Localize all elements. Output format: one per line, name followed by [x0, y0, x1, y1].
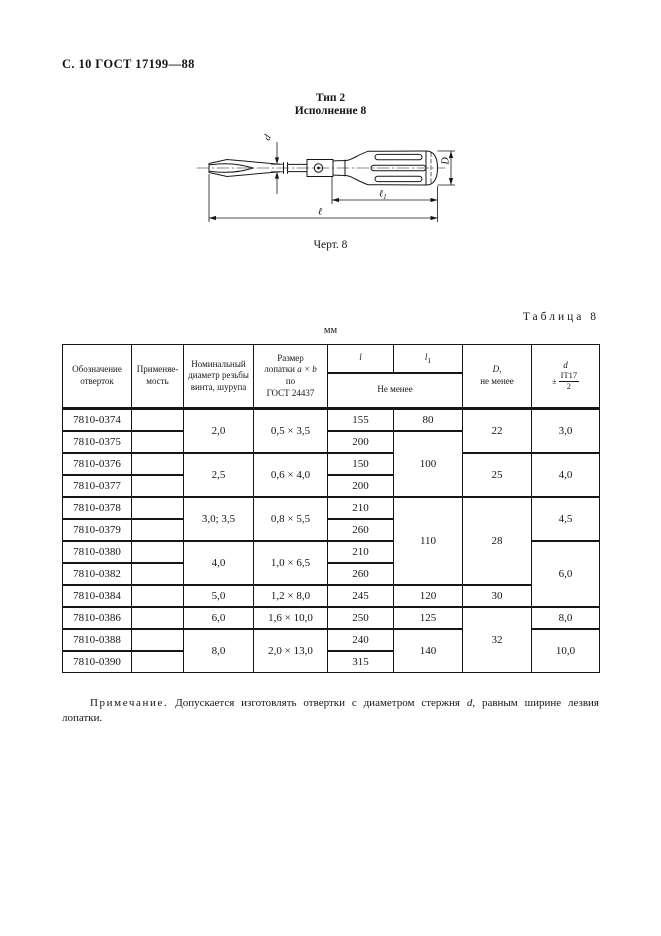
- cell-usage: [132, 629, 184, 651]
- cell-l1: 80: [394, 409, 463, 431]
- cell-d: 4,0: [532, 453, 600, 497]
- cell-usage: [132, 563, 184, 585]
- cell-diameter: 3,0; 3,5: [184, 497, 254, 541]
- cell-designation: 7810-0380: [63, 541, 132, 563]
- cell-l1: 140: [394, 629, 463, 673]
- cell-designation: 7810-0390: [63, 651, 132, 673]
- table-title: Таблица 8: [522, 311, 599, 323]
- page-header: С. 10 ГОСТ 17199—88: [62, 57, 195, 71]
- table-row: [63, 497, 600, 519]
- cell-l: 155: [328, 409, 394, 431]
- cell-l: 245: [328, 585, 394, 607]
- cell-l: 260: [328, 563, 394, 585]
- cell-usage: [132, 585, 184, 607]
- dim-label-l1: ℓ$_1$: [379, 188, 387, 201]
- cell-l1: 110: [394, 497, 463, 585]
- dim-label-D: D: [440, 157, 452, 165]
- cell-designation: 7810-0379: [63, 519, 132, 541]
- figure-type-title: [0, 92, 661, 118]
- cell-D: 28: [463, 497, 532, 585]
- dim-label-l: ℓ: [318, 206, 323, 218]
- cell-l: 200: [328, 431, 394, 453]
- cell-l: 315: [328, 651, 394, 673]
- cell-designation: 7810-0375: [63, 431, 132, 453]
- cell-designation: 7810-0382: [63, 563, 132, 585]
- table-row: [63, 409, 600, 431]
- cell-blade: 0,6 × 4,0: [254, 453, 328, 497]
- cell-l: 240: [328, 629, 394, 651]
- screwdriver-outline: [197, 151, 445, 185]
- col-header-not-less: Не менее: [328, 373, 463, 409]
- cell-l: 260: [328, 519, 394, 541]
- col-header-usage: Применяемость: [132, 345, 184, 409]
- cell-usage: [132, 497, 184, 519]
- col-header-l1: $l_1$: [394, 345, 463, 373]
- cell-l: 150: [328, 453, 394, 475]
- screwdriver-drawing: [195, 130, 465, 235]
- cell-designation: 7810-0377: [63, 475, 132, 497]
- cell-designation: 7810-0384: [63, 585, 132, 607]
- cell-usage: [132, 541, 184, 563]
- col-header-diameter: Номинальный диаметр резьбы винта, шурупа: [184, 345, 254, 409]
- units-label: мм: [323, 325, 338, 336]
- cell-d: 6,0: [532, 541, 600, 607]
- cell-designation: 7810-0374: [63, 409, 132, 431]
- footnote: Примечание. Допускается изготовлять отвертки с диаметром стержня d, равным ширине лезвия лопатки.: [62, 697, 599, 724]
- cell-l1: 125: [394, 607, 463, 629]
- col-header-d: d ± $\frac{IT17}{2}$: [532, 345, 600, 409]
- cell-l1: 100: [394, 431, 463, 497]
- cell-usage: [132, 453, 184, 475]
- cell-l1: 120: [394, 585, 463, 607]
- cell-D: 25: [463, 453, 532, 497]
- cell-usage: [132, 607, 184, 629]
- col-header-l: l: [328, 345, 394, 373]
- cell-d: 4,5: [532, 497, 600, 541]
- cell-blade: 0,8 × 5,5: [254, 497, 328, 541]
- figure-type-line: Тип 2: [315, 92, 346, 104]
- cell-D: 30: [463, 585, 532, 607]
- header-row-main: [63, 345, 600, 373]
- cell-usage: [132, 409, 184, 431]
- cell-l: 210: [328, 497, 394, 519]
- cell-designation: 7810-0388: [63, 629, 132, 651]
- cell-d: 10,0: [532, 629, 600, 673]
- cell-blade: 1,0 × 6,5: [254, 541, 328, 585]
- cell-l: 250: [328, 607, 394, 629]
- cell-diameter: 2,5: [184, 453, 254, 497]
- cell-l: 200: [328, 475, 394, 497]
- cell-designation: 7810-0378: [63, 497, 132, 519]
- col-header-designation: Обозначение отверток: [63, 345, 132, 409]
- cell-designation: 7810-0386: [63, 607, 132, 629]
- col-header-D: D, не менее: [463, 345, 532, 409]
- cell-l: 210: [328, 541, 394, 563]
- table-row: [63, 453, 600, 475]
- cell-usage: [132, 651, 184, 673]
- cell-designation: 7810-0376: [63, 453, 132, 475]
- cell-blade: 1,6 × 10,0: [254, 607, 328, 629]
- cell-blade: 0,5 × 3,5: [254, 409, 328, 453]
- cell-blade: 1,2 × 8,0: [254, 585, 328, 607]
- cell-diameter: 2,0: [184, 409, 254, 453]
- cell-usage: [132, 475, 184, 497]
- cell-diameter: 6,0: [184, 607, 254, 629]
- figure-caption: Черт. 8: [313, 239, 348, 251]
- col-header-blade-size: Размер лопатки a × b по ГОСТ 24437: [254, 345, 328, 409]
- cell-diameter: 8,0: [184, 629, 254, 673]
- cell-diameter: 5,0: [184, 585, 254, 607]
- cell-D: 32: [463, 607, 532, 673]
- table-row: [63, 607, 600, 629]
- footnote-label: Примечание.: [90, 697, 169, 709]
- dim-label-d: d: [261, 133, 274, 143]
- cell-usage: [132, 431, 184, 453]
- table-row: [63, 585, 600, 607]
- figure-execution-line: Исполнение 8: [294, 105, 367, 117]
- cell-d: 8,0: [532, 607, 600, 629]
- dimension-table: [62, 344, 600, 673]
- cell-D: 22: [463, 409, 532, 453]
- cell-blade: 2,0 × 13,0: [254, 629, 328, 673]
- dimension-labels: [262, 132, 452, 217]
- cell-diameter: 4,0: [184, 541, 254, 585]
- cell-usage: [132, 519, 184, 541]
- cell-d: 3,0: [532, 409, 600, 453]
